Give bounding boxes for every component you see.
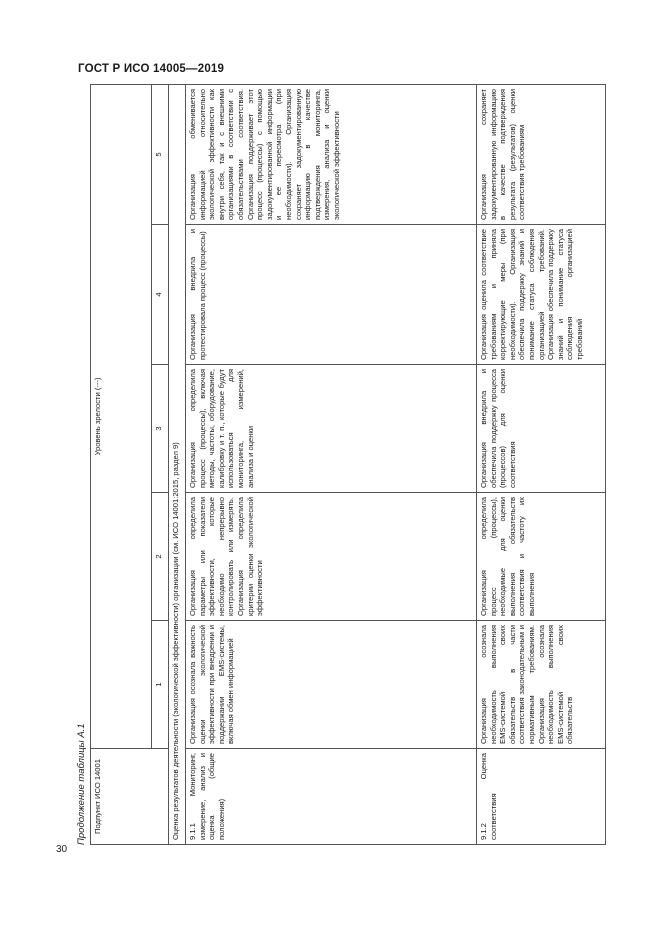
table-caption: Продолжение таблицы А.1	[76, 723, 87, 845]
level-1-cell: Организация осознала важность оценки экологической эффективности при внедрении и поддержании EMS-системы, включая обмен информацией	[186, 621, 477, 749]
page-number: 30	[56, 844, 68, 855]
level-5-cell: Организация обменивается информацией относительно экологической эффективности как внутри себя, так и с внешними организациями в соответствии с обязательствами соответствия. Организация поддерживает этот процесс (процессы) с помощью задокументированной информации и ее пересмотра (при необходимости). Организация сохраняет задокументированную информацию в качестве подтверждения мониторинга, измерения, анализа и оценки экологической эффективности	[186, 84, 477, 224]
level-2-cell: Организация определила параметры или показатели эффективности, которые необходимо непрерывно контролировать или измерять. Организация определила критерии оценки экологической эффективности	[186, 493, 477, 621]
level-1-cell: Организация осознала необходимость выполнения EMS-системой своих обязательств в части соответствия законодательным и нормативным требованиям. Организация осознала необходимость выполнения EMS-системой своих обязательств	[477, 621, 606, 749]
subclause-cell: 9.1.2 Оценка соответствия	[477, 749, 606, 845]
level-number-4: 4	[152, 225, 169, 365]
table-row	[477, 84, 606, 844]
level-2-cell: Организация определила процесс (процессы), необходимые для оценки выполнения обязательств соответствия и частоту их выполнения	[477, 493, 606, 621]
level-5-cell: Организация сохраняет задокументированную информацию в качестве подтверждения результата (результатов) оценки соответствия требованиям	[477, 84, 606, 224]
level-3-cell: Организация определила процесс (процессы), включая методы, частоты, оборудование, калибровку и т. п., которые будут использоваться для мониторинга, измерений, анализа и оценки	[186, 365, 477, 493]
header-maturity-levels: Уровень зрелости (---)	[91, 84, 152, 748]
level-3-cell: Организация внедрила и обеспечила поддержку процесса (процессов) для оценки соответствия	[477, 365, 606, 493]
level-number-5: 5	[152, 84, 169, 224]
subclause-cell: 9.1.1 Мониторинг, измерение, анализ и оценка (общие положения)	[186, 749, 477, 845]
level-4-cell: Организация внедрила и протестировала процесс (процессы)	[186, 225, 477, 365]
level-number-3: 3	[152, 365, 169, 493]
document-header: ГОСТ Р ИСО 14005—2019	[78, 63, 225, 75]
level-number-2: 2	[152, 493, 169, 621]
header-subclause: Подпункт ИСО 14001	[91, 749, 169, 845]
level-4-cell: Организация оценила соответствие требованиям и приняла корректирующие меры (при необходимости). Организация обеспечила поддержку знаний и понимание статуса соблюдения организацией требований. Организация обеспечила поддержку знаний и понимание статуса соблюдения организацией требований	[477, 225, 606, 365]
maturity-table	[90, 84, 606, 845]
section-title: Оценка результатов деятельности (экологической эффективности) организации (см. ИСО 14001:2015, раздел 9)	[169, 84, 186, 844]
rotated-table-page	[70, 85, 590, 845]
level-number-1: 1	[152, 621, 169, 749]
table-row	[186, 84, 477, 844]
